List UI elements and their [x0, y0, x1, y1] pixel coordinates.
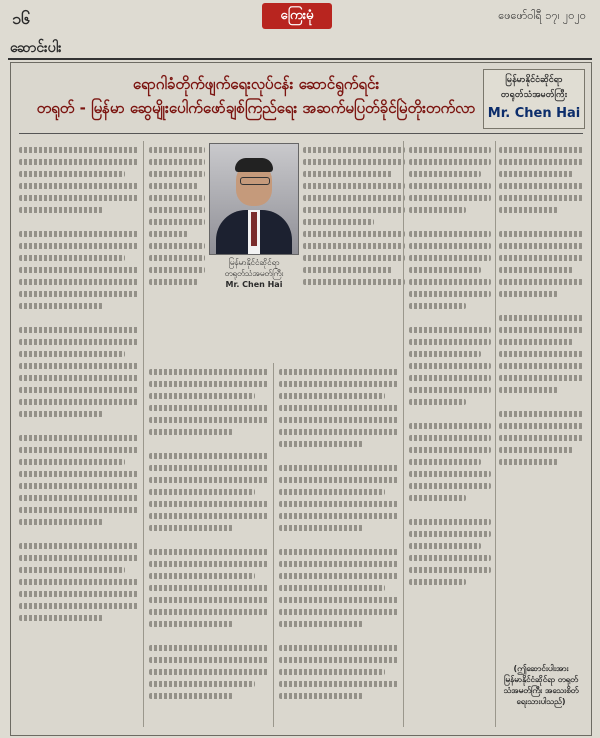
text-line	[279, 477, 399, 483]
text-line	[279, 405, 399, 411]
text-line	[499, 435, 583, 441]
text-column-1	[19, 141, 139, 727]
text-line	[409, 471, 491, 477]
text-line	[149, 669, 269, 675]
text-line	[149, 159, 205, 165]
byline-line-2: တရုတ်သံအမတ်ကြီး	[500, 90, 568, 100]
photo-caption-name: Mr. Chen Hai	[225, 280, 283, 289]
text-line	[19, 147, 139, 153]
text-line	[279, 561, 399, 567]
text-line	[279, 693, 363, 699]
text-line	[409, 147, 491, 153]
text-line	[19, 495, 139, 501]
text-line	[19, 291, 139, 297]
text-line	[149, 279, 198, 285]
text-line	[279, 489, 385, 495]
text-line	[409, 159, 491, 165]
text-line	[409, 207, 466, 213]
text-line	[149, 501, 269, 507]
text-line	[149, 231, 188, 237]
text-line	[409, 375, 491, 381]
text-line	[499, 255, 583, 261]
text-line	[409, 483, 491, 489]
text-line	[19, 207, 103, 213]
text-line	[499, 351, 583, 357]
text-line	[19, 171, 125, 177]
text-line	[409, 423, 491, 429]
text-line	[19, 327, 139, 333]
text-line	[149, 477, 269, 483]
text-line	[19, 507, 139, 513]
text-line	[409, 303, 466, 309]
text-line	[303, 159, 405, 165]
text-line	[409, 435, 491, 441]
text-line	[303, 147, 405, 153]
text-line	[19, 435, 139, 441]
text-line	[149, 243, 205, 249]
text-line	[409, 339, 491, 345]
text-line	[149, 219, 205, 225]
text-line	[409, 327, 491, 333]
text-line	[19, 591, 139, 597]
page-number: ၁၆	[12, 9, 30, 28]
text-line	[19, 267, 139, 273]
text-column-2	[149, 363, 269, 727]
text-line	[499, 171, 573, 177]
text-line	[303, 219, 374, 225]
text-line	[409, 567, 491, 573]
text-line	[149, 255, 205, 261]
text-line	[19, 231, 139, 237]
text-line	[499, 243, 583, 249]
text-line	[409, 267, 481, 273]
author-photo	[209, 143, 299, 255]
text-line	[149, 657, 269, 663]
text-line	[499, 231, 583, 237]
text-line	[149, 429, 233, 435]
text-column-2-upper	[149, 141, 205, 351]
text-line	[499, 159, 583, 165]
text-line	[499, 279, 583, 285]
text-line	[279, 417, 399, 423]
text-line	[279, 369, 399, 375]
headline	[31, 73, 481, 133]
byline-line-1: မြန်မာနိုင်ငံဆိုင်ရာ	[505, 75, 563, 85]
text-line	[409, 519, 491, 525]
text-line	[409, 543, 481, 549]
text-line	[303, 195, 405, 201]
text-line	[149, 207, 205, 213]
text-line	[499, 447, 573, 453]
text-line	[19, 255, 125, 261]
text-line	[19, 195, 139, 201]
text-line	[149, 681, 255, 687]
text-line	[409, 351, 481, 357]
text-line	[499, 363, 583, 369]
text-line	[279, 549, 399, 555]
text-line	[279, 669, 385, 675]
text-line	[149, 171, 205, 177]
text-line	[499, 375, 583, 381]
text-column-3-upper	[303, 141, 405, 351]
text-line	[279, 441, 363, 447]
text-line	[19, 411, 103, 417]
text-line	[409, 171, 481, 177]
text-line	[409, 195, 491, 201]
text-line	[303, 243, 405, 249]
text-line	[149, 693, 233, 699]
text-line	[499, 339, 573, 345]
headline-line-2: တရုတ် - မြန်မာ ဆွေမျိုးပေါက်ဖော်ချစ်ကြည်ရေး အဆက်မပြတ်ခိုင်မြဲတိုးတက်လာ	[36, 99, 476, 117]
photo-caption	[207, 257, 301, 290]
text-line	[409, 555, 491, 561]
text-line	[303, 231, 405, 237]
text-line	[149, 369, 269, 375]
text-line	[149, 267, 205, 273]
text-line	[409, 579, 466, 585]
text-line	[499, 147, 583, 153]
text-line	[149, 573, 255, 579]
headline-line-1: ရောဂါခံတိုက်ဖျက်ရေးလုပ်ငန်း ဆောင်ရွက်ရင်း	[132, 75, 380, 93]
text-line	[303, 267, 393, 273]
text-line	[149, 381, 269, 387]
text-line	[149, 621, 233, 627]
text-line	[19, 471, 139, 477]
column-divider	[143, 141, 144, 727]
text-line	[19, 447, 139, 453]
text-line	[279, 645, 399, 651]
text-line	[499, 315, 583, 321]
text-line	[19, 159, 139, 165]
byline-box	[483, 69, 585, 129]
text-line	[409, 279, 491, 285]
text-line	[303, 183, 405, 189]
text-line	[499, 183, 583, 189]
text-line	[19, 579, 139, 585]
text-line	[279, 621, 363, 627]
text-line	[409, 399, 466, 405]
headline-divider	[19, 133, 583, 134]
text-line	[303, 255, 405, 261]
text-line	[409, 531, 491, 537]
text-line	[19, 519, 103, 525]
text-line	[303, 279, 405, 285]
text-line	[149, 195, 205, 201]
text-line	[303, 171, 393, 177]
text-line	[149, 393, 255, 399]
text-line	[149, 561, 269, 567]
text-line	[409, 291, 491, 297]
masthead-logo: ကြေးမုံ	[262, 3, 332, 29]
text-line	[19, 183, 139, 189]
text-line	[279, 393, 385, 399]
text-line	[409, 447, 491, 453]
text-line	[409, 363, 491, 369]
text-line	[19, 543, 139, 549]
text-line	[499, 459, 558, 465]
text-line	[19, 279, 139, 285]
text-line	[499, 195, 583, 201]
text-line	[19, 615, 103, 621]
text-line	[303, 207, 405, 213]
text-column-5	[499, 141, 583, 655]
page-header	[0, 0, 600, 34]
text-line	[149, 585, 269, 591]
text-line	[149, 609, 269, 615]
text-line	[19, 339, 139, 345]
text-line	[279, 429, 399, 435]
text-line	[279, 597, 399, 603]
text-line	[19, 483, 139, 489]
text-line	[149, 645, 269, 651]
byline-author-name: Mr. Chen Hai	[487, 106, 581, 121]
text-line	[279, 573, 399, 579]
text-line	[19, 387, 139, 393]
text-line	[409, 459, 481, 465]
column-divider	[273, 363, 274, 727]
text-line	[409, 387, 491, 393]
text-line	[499, 423, 583, 429]
text-line	[279, 465, 399, 471]
text-line	[149, 417, 269, 423]
text-line	[149, 513, 269, 519]
text-line	[409, 255, 491, 261]
column-divider	[495, 141, 496, 727]
article-frame	[10, 62, 592, 736]
text-line	[279, 381, 399, 387]
text-line	[279, 585, 385, 591]
text-line	[499, 291, 558, 297]
header-divider	[8, 58, 592, 60]
text-line	[499, 207, 558, 213]
text-line	[19, 567, 125, 573]
text-line	[149, 453, 269, 459]
text-line	[19, 459, 125, 465]
column-divider	[403, 141, 404, 727]
text-line	[19, 351, 125, 357]
text-line	[279, 513, 399, 519]
text-line	[499, 267, 573, 273]
text-line	[499, 411, 583, 417]
text-line	[409, 231, 491, 237]
text-line	[19, 363, 139, 369]
text-line	[409, 243, 491, 249]
text-line	[149, 597, 269, 603]
text-line	[279, 681, 399, 687]
text-line	[19, 243, 139, 249]
text-line	[149, 147, 205, 153]
text-line	[149, 183, 198, 189]
author-note: (ဤဆောင်းပါးအား မြန်မာနိုင်ငံဆိုင်ရာ တရုတ်သံအမတ်ကြီး အသေးစိတ် ရေးသားပါသည်)	[503, 664, 579, 706]
photo-caption-line-2: တရုတ်သံအမတ်ကြီး	[224, 269, 284, 278]
text-line	[409, 495, 466, 501]
text-line	[279, 525, 363, 531]
section-label: ဆောင်းပါး	[10, 40, 62, 56]
text-line	[149, 489, 255, 495]
text-column-3	[279, 363, 399, 727]
text-column-4	[409, 141, 491, 727]
text-line	[279, 657, 399, 663]
text-line	[19, 603, 139, 609]
issue-date: ဖေဖော်ဝါရီ ၁၇၊ ၂၀၂၀	[498, 9, 586, 22]
text-line	[279, 609, 399, 615]
text-line	[19, 399, 139, 405]
text-line	[499, 327, 583, 333]
photo-caption-line-1: မြန်မာနိုင်ငံဆိုင်ရာ	[228, 258, 280, 267]
text-line	[149, 465, 269, 471]
text-line	[149, 405, 269, 411]
text-line	[279, 501, 399, 507]
text-line	[19, 303, 103, 309]
text-line	[499, 387, 558, 393]
text-line	[149, 549, 269, 555]
text-line	[409, 183, 491, 189]
text-line	[19, 555, 139, 561]
text-line	[149, 525, 233, 531]
text-line	[19, 375, 139, 381]
